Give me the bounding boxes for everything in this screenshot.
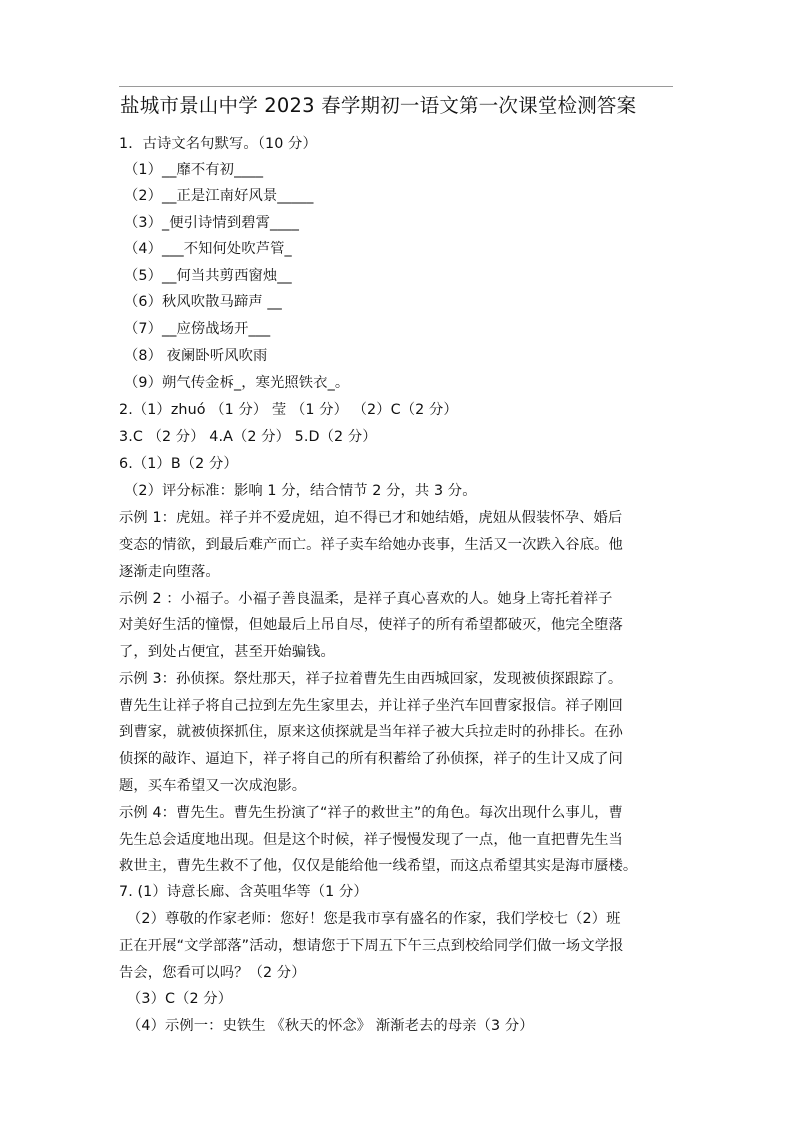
answer-line: （1）__靡不有初____ — [124, 162, 264, 178]
answer-line: （7）__应傍战场开___ — [124, 321, 271, 337]
answer-line: （6）秋风吹散马蹄声 __ — [124, 294, 282, 310]
answer-line: 正在开展“文学部落”活动，想请您于下周五下午三点到校给同学们做一场文学报 — [119, 938, 624, 954]
question-1-heading: 1．古诗文名句默写。（10 分） — [119, 136, 317, 152]
answer-line: （5）__何当共剪西窗烛__ — [124, 268, 292, 284]
example-paragraph-line: 先生总会适度地出现。但是这个时候，祥子慢慢发现了一点，他一直把曹先生当 — [119, 832, 623, 848]
example-paragraph-line: 逐渐走向堕落。 — [119, 564, 220, 580]
example-paragraph-line: 变态的情欲，到最后难产而亡。祥子卖车给她办丧事，生活又一次跌入谷底。他 — [119, 537, 623, 553]
example-paragraph-line: 了，到处占便宜，甚至开始骗钱。 — [119, 644, 335, 660]
answer-line: （2）__正是江南好风景_____ — [124, 188, 314, 204]
answer-line: （9）朔气传金柝_，寒光照铁衣_。 — [124, 375, 350, 391]
question-6-answer: 6.（1）B（2 分） — [119, 456, 238, 472]
example-paragraph-line: 示例 4：曹先生。曹先生扮演了“祥子的救世主”的角色。每次出现什么事儿，曹 — [119, 805, 623, 821]
example-paragraph-line: 到曹家，就被侦探抓住，原来这侦探就是当年祥子被大兵拉走时的孙排长。在孙 — [119, 724, 623, 740]
top-rule — [119, 86, 673, 87]
example-paragraph-line: 示例 2 ：小福子。小福子善良温柔，是祥子真心喜欢的人。她身上寄托着祥子 — [119, 591, 613, 607]
example-paragraph-line: 曹先生让祥子将自己拉到左先生家里去，并让祥子坐汽车回曹家报信。祥子刚回 — [119, 698, 623, 714]
example-paragraph-line: 示例 3：孙侦探。祭灶那天，祥子拉着曹先生由西城回家，发现被侦探跟踪了。 — [119, 671, 623, 687]
question-2-answer: 2.（1）zhuó （1 分） 莹 （1 分） （2）C（2 分） — [119, 402, 458, 418]
scoring-criteria: （2）评分标准：影响 1 分，结合情节 2 分，共 3 分。 — [124, 483, 477, 499]
example-paragraph-line: 侦探的敲诈、逼迫下，祥子将自己的所有积蓄给了孙侦探，祥子的生计又成了问 — [119, 751, 623, 767]
document-title: 盐城市景山中学 2023 春学期初一语文第一次课堂检测答案 — [120, 94, 637, 117]
example-paragraph-line: 示例 1：虎妞。祥子并不爱虎妞，迫不得已才和她结婚，虎妞从假装怀孕、婚后 — [119, 510, 623, 526]
answer-line: （4）示例一：史铁生 《秋天的怀念》 渐渐老去的母亲（3 分） — [127, 1018, 534, 1034]
example-paragraph-line: 救世主，曹先生救不了他，仅仅是能给他一线希望，而这点希望其实是海市蜃楼。 — [119, 858, 638, 874]
example-paragraph-line: 对美好生活的憧憬，但她最后上吊自尽，使祥子的所有希望都破灭，他完全堕落 — [119, 617, 623, 633]
question-7-answer: 7. (1）诗意长廊、含英咀华等（1 分） — [119, 884, 368, 900]
answer-line: （8） 夜阑卧听风吹雨 — [124, 348, 268, 364]
answer-line: （3）_便引诗情到碧霄____ — [124, 215, 300, 231]
answer-line: 告会，您看可以吗？（2 分） — [119, 965, 306, 981]
answer-line: （4）___不知何处吹芦管_ — [124, 241, 292, 257]
answer-line: （3）C（2 分） — [127, 991, 233, 1007]
example-paragraph-line: 题，买车希望又一次成泡影。 — [119, 778, 307, 794]
questions-3-5-answer: 3.C （2 分） 4.A（2 分） 5.D（2 分） — [119, 429, 377, 445]
answer-line: （2）尊敬的作家老师：您好！您是我市享有盛名的作家，我们学校七（2）班 — [127, 911, 621, 927]
